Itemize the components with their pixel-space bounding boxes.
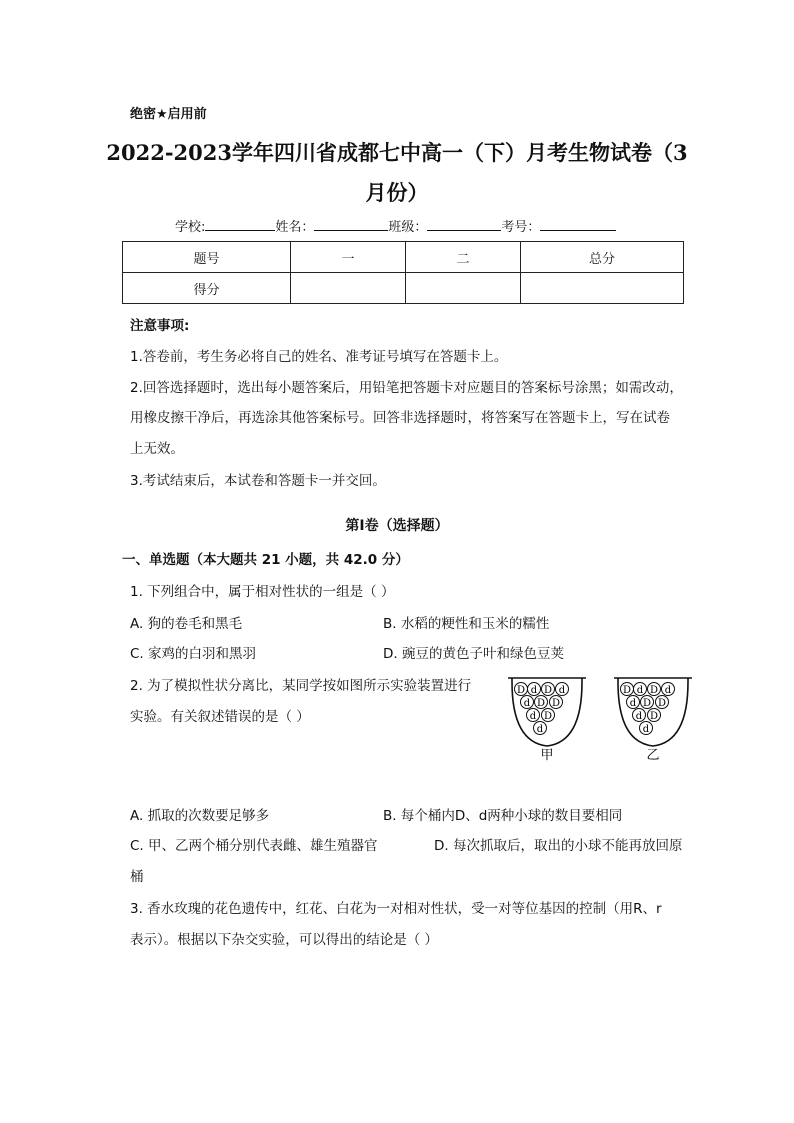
- bucket-yi-ball-label: d: [636, 685, 644, 696]
- score-header-cell: 一: [291, 242, 406, 273]
- q3-stem-line2: 表示）。根据以下杂交实验，可以得出的结论是（ ）: [130, 932, 439, 948]
- exam-title-line1: 2022-2023学年四川省成都七中高一（下）月考生物试卷（3: [106, 140, 688, 165]
- score-cell[interactable]: [291, 273, 406, 304]
- bucket-jia-ball-label: d: [530, 685, 538, 696]
- bucket-yi-ball-label: D: [649, 685, 659, 696]
- name-label: 姓名：: [275, 220, 315, 235]
- bucket-yi-ball-label: d: [629, 698, 637, 709]
- q2-stem-line1: 2. 为了模拟性状分离比，某同学按如图所示实验装置进行: [130, 678, 472, 694]
- q3-stem-line1: 3. 香水玫瑰的花色遗传中，红花、白花为一对相对性状，受一对等位基因的控制（用R、r: [130, 901, 662, 917]
- school-label: 学校:: [175, 220, 206, 235]
- exam-no-blank[interactable]: [540, 216, 616, 231]
- q2-stem-line2: 实验。有关叙述错误的是（ ）: [130, 709, 310, 725]
- bucket-jia-ball-label: D: [516, 685, 526, 696]
- class-label: 班级：: [388, 220, 428, 235]
- score-header-cell: 二: [406, 242, 521, 273]
- bucket-yi-balls: [621, 683, 675, 736]
- q2-option-d[interactable]: D. 每次抓取后，取出的小球不能再放回原: [434, 838, 683, 854]
- bucket-yi-ball-label: D: [657, 698, 667, 709]
- student-info-row: [175, 216, 616, 235]
- exam-no-label: 考号：: [501, 220, 541, 235]
- bucket-yi-ball-label: D: [642, 698, 652, 709]
- bucket-jia-ball-label: d: [558, 685, 566, 696]
- bucket-jia-ball-label: D: [551, 698, 561, 709]
- notice-item-2-line1: 2.回答选择题时，选出每小题答案后，用铅笔把答题卡对应题目的答案标号涂黑；如需改动，: [130, 380, 683, 396]
- bucket-jia: [508, 678, 586, 763]
- score-cell[interactable]: [406, 273, 521, 304]
- score-table: [122, 241, 684, 304]
- bucket-jia-ball-label: D: [543, 685, 553, 696]
- notice-item-1: 1.答卷前，考生务必将自己的姓名、准考证号填写在答题卡上。: [130, 349, 508, 365]
- score-table-score-row: [123, 273, 684, 304]
- bucket-jia-ball-label: d: [529, 711, 537, 722]
- bucket-jia-ball-label: d: [536, 724, 544, 735]
- score-header-cell: 题号: [123, 242, 291, 273]
- name-blank[interactable]: [314, 216, 388, 231]
- exam-title-line2: 月份）: [365, 180, 429, 205]
- q2-option-d-continued: 桶: [130, 869, 144, 885]
- bucket-yi-ball-label: D: [622, 685, 632, 696]
- bucket-yi-ball-label: d: [635, 711, 643, 722]
- q2-option-a[interactable]: A. 抓取的次数要足够多: [130, 808, 270, 824]
- bucket-yi: [614, 678, 692, 763]
- bucket-figure: [500, 672, 700, 772]
- q1-option-d[interactable]: D. 豌豆的黄色子叶和绿色豆荚: [383, 646, 564, 662]
- q1-option-b[interactable]: B. 水稻的粳性和玉米的糯性: [383, 616, 550, 632]
- class-blank[interactable]: [427, 216, 501, 231]
- q1-option-c[interactable]: C. 家鸡的白羽和黑羽: [130, 646, 257, 662]
- notice-heading: 注意事项:: [130, 318, 190, 334]
- notice-item-2-line2: 用橡皮擦干净后，再选涂其他答案标号。回答非选择题时，将答案写在答题卡上，写在试卷: [130, 410, 670, 426]
- q1-stem: 1. 下列组合中，属于相对性状的一组是（ ）: [130, 584, 395, 600]
- q2-option-b[interactable]: B. 每个桶内D、d两种小球的数目要相同: [383, 808, 623, 824]
- school-blank[interactable]: [205, 216, 275, 231]
- q1-option-a[interactable]: A. 狗的卷毛和黑毛: [130, 616, 243, 632]
- bucket-yi-ball-label: D: [649, 711, 659, 722]
- section-title: 第Ⅰ卷（选择题）: [345, 518, 449, 534]
- bucket-yi-ball-label: d: [664, 685, 672, 696]
- score-header-cell: 总分: [521, 242, 684, 273]
- notice-item-2-line3: 上无效。: [130, 441, 184, 457]
- confidential-label: 绝密★启用前: [130, 107, 207, 122]
- bucket-jia-label: 甲: [540, 748, 554, 763]
- score-table-header-row: [123, 242, 684, 273]
- bucket-jia-ball-label: d: [523, 698, 531, 709]
- score-cell[interactable]: [521, 273, 684, 304]
- part-heading: 一、单选题（本大题共 21 小题，共 42.0 分）: [122, 552, 409, 568]
- bucket-jia-ball-label: D: [536, 698, 546, 709]
- bucket-jia-ball-label: D: [543, 711, 553, 722]
- score-row-label: 得分: [123, 273, 291, 304]
- bucket-yi-ball-label: d: [642, 724, 650, 735]
- q2-option-c[interactable]: C. 甲、乙两个桶分别代表雌、雄生殖器官: [130, 838, 378, 854]
- bucket-jia-balls: [515, 683, 569, 736]
- bucket-yi-label: 乙: [646, 748, 660, 763]
- notice-item-3: 3.考试结束后，本试卷和答题卡一并交回。: [130, 473, 386, 489]
